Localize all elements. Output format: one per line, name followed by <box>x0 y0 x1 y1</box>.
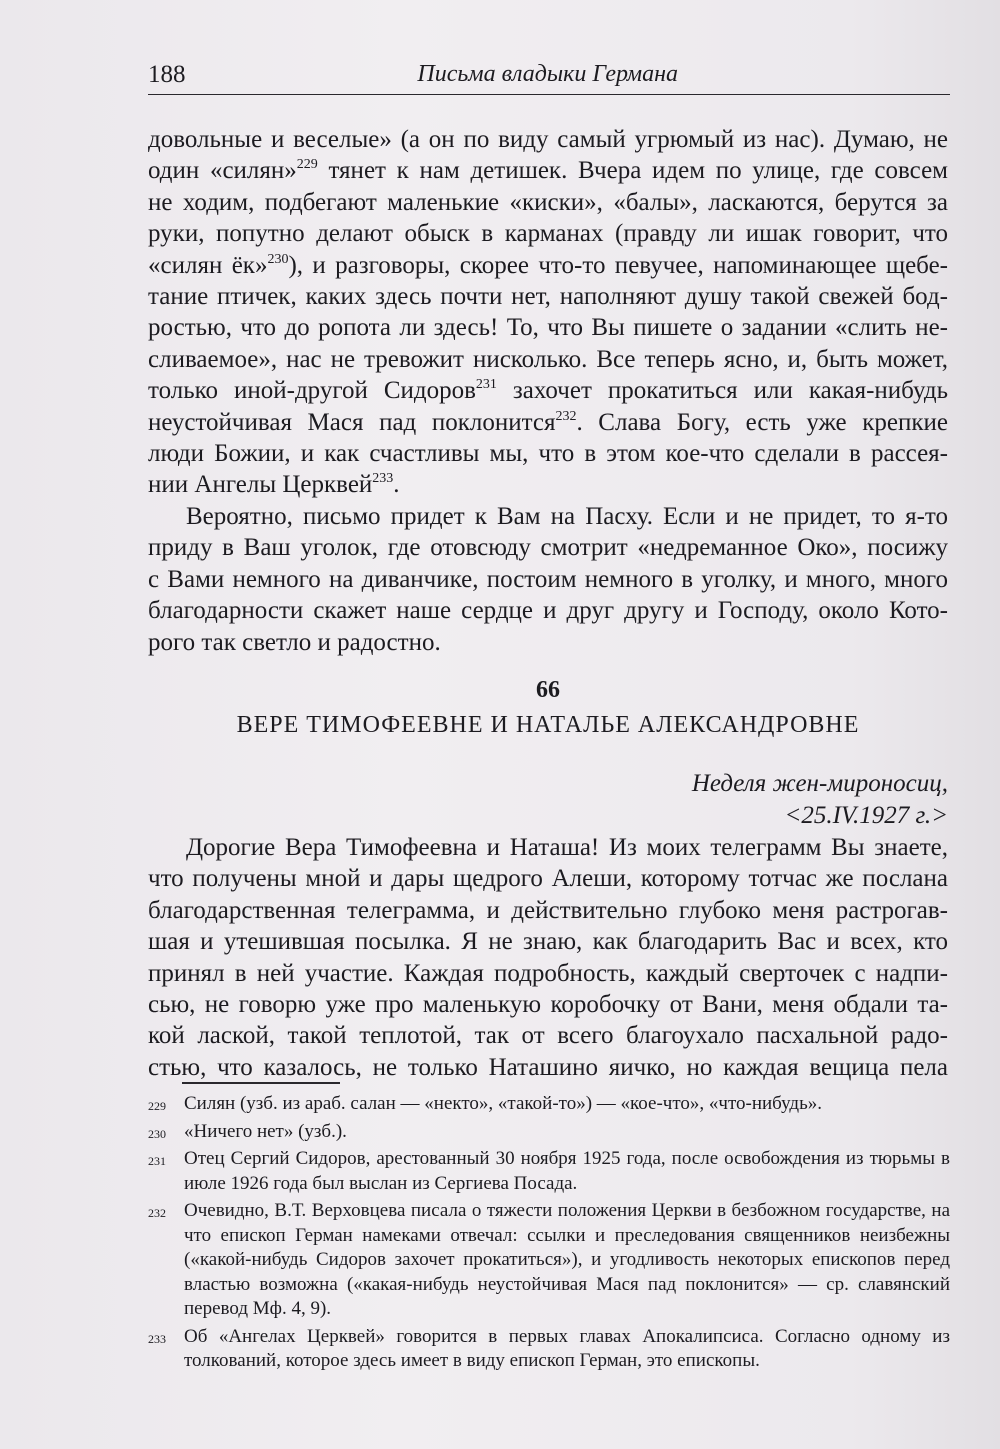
letter-number: 66 <box>536 677 560 703</box>
text-line: с Вами немного на диванчике, постоим немного в уголку, и много, много <box>148 565 948 593</box>
footnote-text: «Ничего нет» (узб.). <box>184 1120 347 1142</box>
paragraph-2 <box>148 501 948 658</box>
footnote-text: Очевидно, В.Т. Верховцева писала о тяжести положения Церкви в безбожном государстве, на что епископ Герман намеками отвечал: ссылки и преследования священников неизбежны («какой-нибудь Сидоров захочет прокатиться»), и угодливость некоторых епископов перед властью возможна («какая-нибудь неустойчивая Мася пад поклонится» — ср. славянский перевод Мф. 4, 9). <box>184 1200 950 1319</box>
footnotes <box>148 1092 950 1377</box>
footnote <box>148 1120 950 1145</box>
text-line: не ходим, подбегают маленькие «киски», «балы», ласкаются, берутся за <box>148 188 948 216</box>
text-line: Вероятно, письмо придет к Вам на Пасху. Если и не придет, то я-то <box>186 502 948 530</box>
letter-date <box>692 768 948 832</box>
text-line: кой лаской, такой теплотой, так от всего благоухало пасхальной радо- <box>148 1022 948 1050</box>
text-line: только иной-другой Сидоров$^{231}$ захочет прокатиться или какая-нибудь <box>148 377 948 405</box>
date-line: <25.IV.1927 г.> <box>784 802 948 829</box>
text-line: сью, не говорю уже про маленькую коробочку от Вани, меня обдали та- <box>148 991 948 1019</box>
page-number: 188 <box>148 61 186 88</box>
text-line: тание птичек, каких здесь почти нет, наполняют душу такой свежей бод- <box>148 283 948 311</box>
footnote-text: Отец Сергий Сидоров, арестованный 30 ноября 1925 года, после освобождения из тюрьмы в июле 1926 года был выслан из Сергиева Посада. <box>184 1148 950 1194</box>
text-line: благодарности скажет наше сердце и друг другу и Господу, около Кото- <box>148 597 948 625</box>
text-line: неустойчивая Мася пад поклонится$^{232}$. Слава Богу, есть уже крепкие <box>148 408 948 436</box>
text-line: довольные и веселые» (а он по виду самый угрюмый из нас). Думаю, не <box>148 126 948 153</box>
text-line: нии Ангелы Церквей$^{233}$. <box>148 471 400 499</box>
footnote-number: 233 <box>148 1331 166 1346</box>
footnote-ref: 233 <box>372 471 394 487</box>
footnote <box>148 1092 950 1117</box>
letter-title: ВЕРЕ ТИМОФЕЕВНЕ И НАТАЛЬЕ АЛЕКСАНДРОВНЕ <box>236 712 860 738</box>
footnote <box>148 1199 950 1322</box>
date-line: Неделя жен-мироносиц, <box>691 770 948 797</box>
footnote-ref: 229 <box>296 157 318 173</box>
running-header <box>148 58 950 95</box>
text-line: Дорогие Вера Тимофеевна и Наташа! Из моих телеграмм Вы знаете, <box>186 834 948 861</box>
footnote-number: 232 <box>148 1206 166 1220</box>
text-line: ростью, что до ропота ли здесь! То, что Вы пишете о задании «слить не- <box>148 314 948 342</box>
footnote-ref: 232 <box>555 408 577 424</box>
paragraph-1 <box>148 124 948 501</box>
text-line: приду в Ваш уголок, где отовсюду смотрит «недреманное Око», посижу <box>148 534 948 562</box>
text-line: сливаемое», нас не тревожит нисколько. Все теперь ясно, и, быть может, <box>148 345 948 373</box>
text-line: люди Божии, и как счастливы мы, что в этом кое-что сделали в рассея- <box>148 440 948 468</box>
text-line: руки, попутно делают обыск в карманах (правду ли ишак говорит, что <box>148 220 948 248</box>
letter-text <box>148 832 948 1083</box>
footnote-number: 230 <box>148 1126 166 1141</box>
footnote-rule <box>182 1082 340 1084</box>
text-line: принял в ней участие. Каждая подробность, каждый свертoчек с надпи- <box>148 959 948 987</box>
main-text <box>148 124 948 658</box>
footnote <box>148 1325 950 1374</box>
text-line: шая и утешившая посылка. Я не знаю, как благодарить Вас и всех, кто <box>148 928 948 956</box>
footnote <box>148 1147 950 1196</box>
running-title: Письма владыки Германа <box>417 61 678 87</box>
footnote-number: 229 <box>148 1099 166 1113</box>
letter-paragraph <box>148 832 948 1083</box>
footnote-text: Об «Ангелах Церквей» говорится в первых главах Апокалипсиса. Согласно одному из толкований, которое здесь имеет в виду епископ Герман, это епископы. <box>184 1325 950 1371</box>
footnote-ref: 231 <box>475 377 497 393</box>
footnote-number: 231 <box>148 1154 166 1168</box>
footnote-ref: 230 <box>267 251 289 267</box>
text-line: что получены мной и дары щедрого Алеши, которому тотчас же послана <box>148 865 948 893</box>
text-line: стью, что казалось, не только Наташино яичко, но каждая вещица пела <box>148 1053 948 1081</box>
text-line: благодарственная телеграмма, и действительно глубоко меня растрогав- <box>148 896 948 924</box>
text-line: один «силян»$^{229}$ тянет к нам детишек. Вчера идем по улице, где совсем <box>148 157 949 185</box>
text-line: рого так светло и радостно. <box>148 628 441 656</box>
footnote-text: Силян (узб. из араб. салан — «некто», «такой-то») — «кое-что», «что-нибудь». <box>184 1093 822 1114</box>
text-line: «силян ёк»$^{230}$), и разговоры, скорее что-то певучее, напоминающее щебе- <box>148 251 948 279</box>
